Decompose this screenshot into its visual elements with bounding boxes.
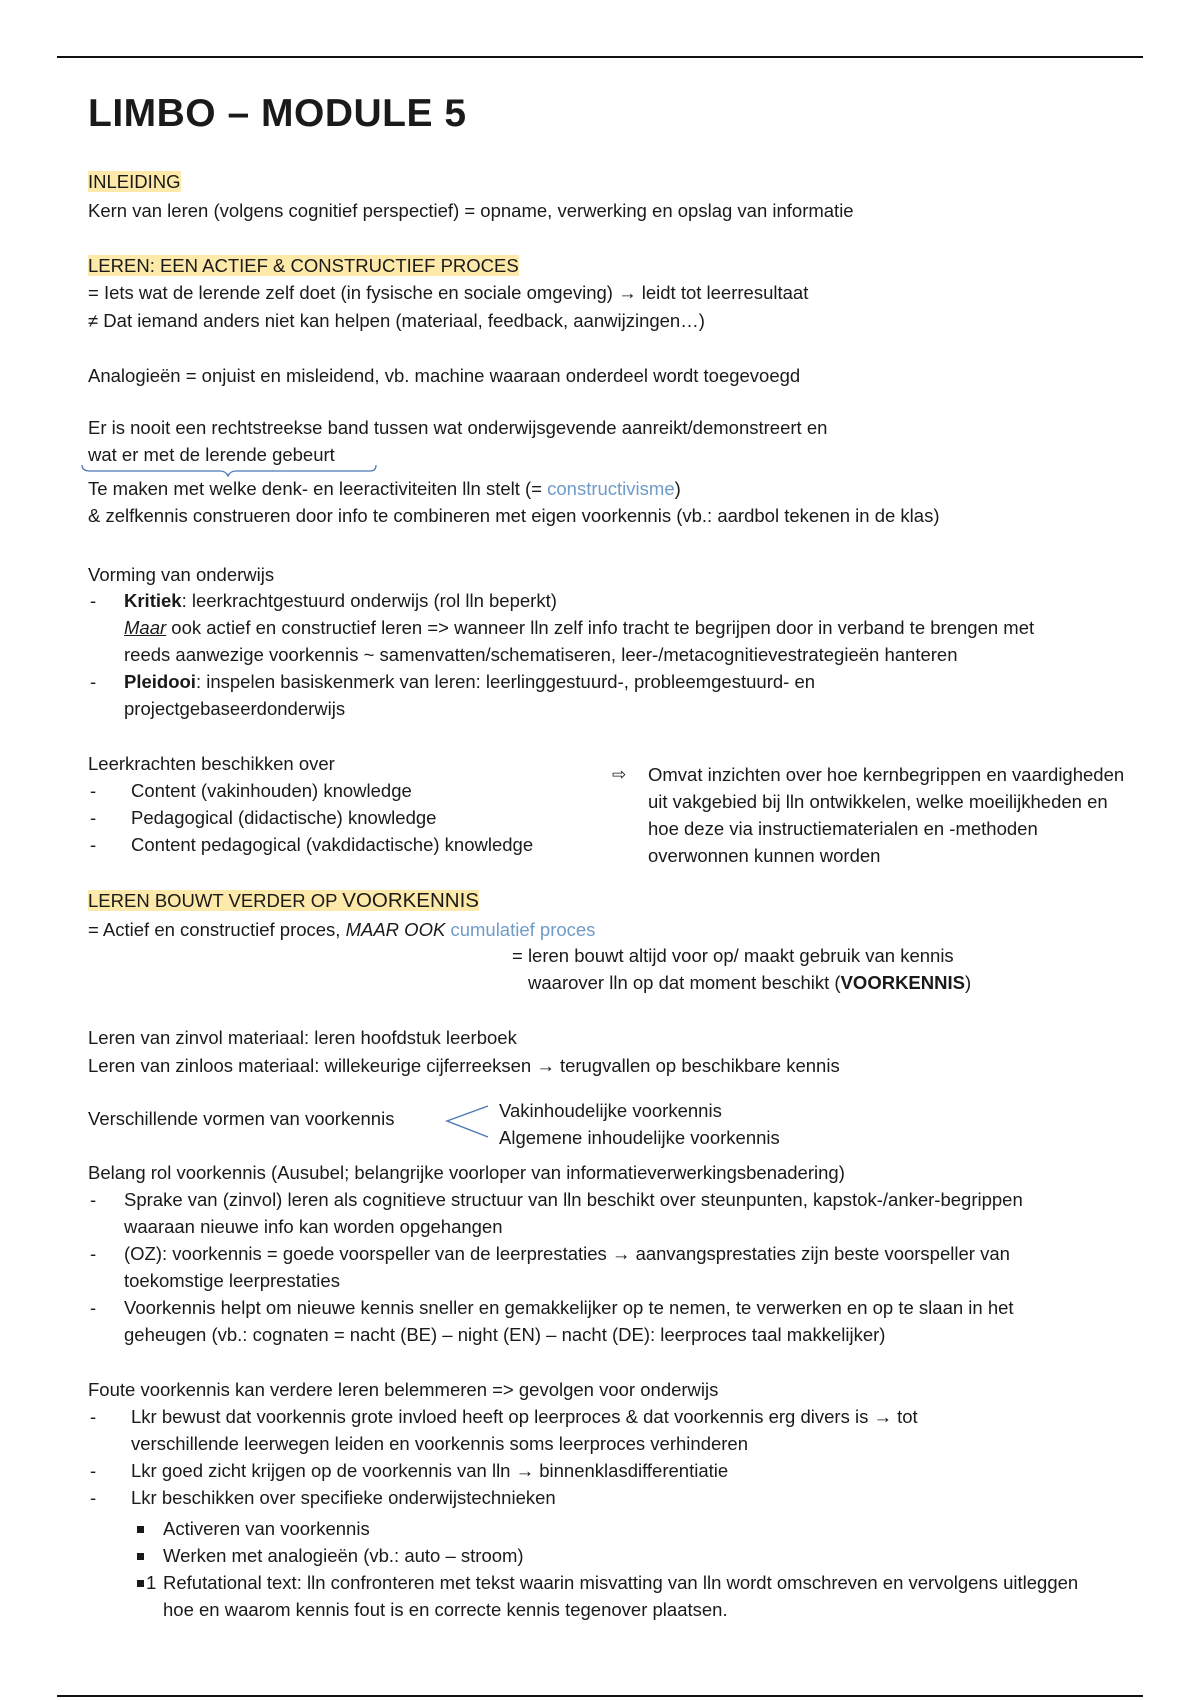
list-item: Pleidooi: inspelen basiskenmerk van leren: leerlinggestuurd-, probleemgestuurd- en xyxy=(124,671,816,692)
list-item-cont: Maar ook actief en constructief leren => wanneer lln zelf info tracht te begrijpen door in verband te brengen met xyxy=(124,617,1035,638)
footnote-marker: 1 xyxy=(146,1572,157,1593)
text-line: Belang rol voorkennis (Ausubel; belangrijke voorloper van informatieverwerkingsbenadering) xyxy=(88,1162,845,1183)
list-item: Lkr beschikken over specifieke onderwijstechnieken xyxy=(131,1487,556,1508)
bullet-dash: - xyxy=(90,1487,97,1508)
list-item-cont: waaraan nieuwe info kan worden opgehangen xyxy=(124,1216,503,1237)
underbrace-icon xyxy=(80,463,380,477)
list-item: Kritiek: leerkrachtgestuurd onderwijs (rol lln beperkt) xyxy=(124,590,557,611)
sub-list-item: Werken met analogieën (vb.: auto – stroom) xyxy=(163,1545,524,1566)
text-line: Foute voorkennis kan verdere leren belemmeren => gevolgen voor onderwijs xyxy=(88,1379,719,1400)
list-item-cont: toekomstige leerprestaties xyxy=(124,1270,340,1291)
text-line: Te maken met welke denk- en leeractiviteiten lln stelt (= constructivisme) xyxy=(88,478,681,499)
omvat-line: Omvat inzichten over hoe kernbegrippen en vaardigheden xyxy=(648,764,1125,785)
square-bullet-icon xyxy=(137,1580,144,1587)
square-bullet-icon xyxy=(137,1553,144,1560)
text-line: Leerkrachten beschikken over xyxy=(88,753,335,774)
list-item-cont: geheugen (vb.: cognaten = nacht (BE) – night (EN) – nacht (DE): leerproces taal makkelijker) xyxy=(124,1324,886,1345)
bullet-dash: - xyxy=(90,1243,97,1264)
omvat-line: overwonnen kunnen worden xyxy=(648,845,881,866)
bullet-dash: - xyxy=(90,590,97,611)
text-line: wat er met de lerende gebeurt xyxy=(88,444,335,465)
bullet-dash: - xyxy=(90,671,97,692)
square-bullet-icon xyxy=(137,1526,144,1533)
text-line: Leren van zinloos materiaal: willekeurige cijferreeksen → terugvallen op beschikbare kennis xyxy=(88,1055,840,1076)
text-line: Leren van zinvol materiaal: leren hoofdstuk leerboek xyxy=(88,1027,517,1048)
branch-lines-icon xyxy=(444,1103,494,1143)
list-item: Pedagogical (didactische) knowledge xyxy=(131,807,437,828)
constructivisme-term: constructivisme xyxy=(547,478,675,499)
list-item: Lkr goed zicht krijgen op de voorkennis van lln → binnenklasdifferentiatie xyxy=(131,1460,729,1481)
sub-list-item: Activeren van voorkennis xyxy=(163,1518,370,1539)
list-item: Sprake van (zinvol) leren als cognitieve structuur van lln beschikt over steunpunten, kapstok-/anker-begrippen xyxy=(124,1189,1023,1210)
text-line: = leren bouwt altijd voor op/ maakt gebruik van kennis xyxy=(512,945,954,966)
text-line: Kern van leren (volgens cognitief perspectief) = opname, verwerking en opslag van informatie xyxy=(88,200,854,221)
list-item: (OZ): voorkennis = goede voorspeller van de leerprestaties → aanvangsprestaties zijn beste voorspeller van xyxy=(124,1243,1010,1264)
list-item: Lkr bewust dat voorkennis grote invloed heeft op leerproces & dat voorkennis erg divers is → tot xyxy=(131,1406,918,1427)
list-item: Voorkennis helpt om nieuwe kennis sneller en gemakkelijker op te nemen, te verwerken en op te slaan in het xyxy=(124,1297,1014,1318)
bullet-dash: - xyxy=(90,807,97,828)
text-line: Er is nooit een rechtstreekse band tussen wat onderwijsgevende aanreikt/demonstreert en xyxy=(88,417,828,438)
text-line: ≠ Dat iemand anders niet kan helpen (materiaal, feedback, aanwijzingen…) xyxy=(88,310,705,331)
omvat-line: uit vakgebied bij lln ontwikkelen, welke moeilijkheden en xyxy=(648,791,1108,812)
arrow-icon: ⇨ xyxy=(612,765,627,784)
bullet-dash: - xyxy=(90,834,97,855)
list-item: Content pedagogical (vakdidactische) knowledge xyxy=(131,834,534,855)
text-line: waarover lln op dat moment beschikt (VOORKENNIS) xyxy=(528,972,972,993)
text-line: & zelfkennis construeren door info te combineren met eigen voorkennis (vb.: aardbol tekenen in de klas) xyxy=(88,505,940,526)
bottom-rule xyxy=(57,1695,1143,1697)
section-heading-actief: LEREN: EEN ACTIEF & CONSTRUCTIEF PROCES xyxy=(88,255,519,276)
cumulatief-term: cumulatief proces xyxy=(450,919,596,940)
list-item-cont: reeds aanwezige voorkennis ~ samenvatten/schematiseren, leer-/metacognitievestrategieën hanteren xyxy=(124,644,958,665)
bullet-dash: - xyxy=(90,1460,97,1481)
text-line: Vorming van onderwijs xyxy=(88,564,275,585)
top-rule xyxy=(57,56,1143,58)
sub-list-item: Refutational text: lln confronteren met tekst waarin misvatting van lln wordt omschreven en vervolgens uitleggen xyxy=(163,1572,1079,1593)
omvat-line: hoe deze via instructiematerialen en -methoden xyxy=(648,818,1038,839)
list-item: Algemene inhoudelijke voorkennis xyxy=(499,1127,780,1148)
bullet-dash: - xyxy=(90,1189,97,1210)
section-heading-inleiding: INLEIDING xyxy=(88,171,181,192)
list-item: Vakinhoudelijke voorkennis xyxy=(499,1100,722,1121)
sub-list-item-cont: hoe en waarom kennis fout is en correcte kennis tegenover plaatsen. xyxy=(163,1599,728,1620)
bullet-dash: - xyxy=(90,780,97,801)
list-item: Content (vakinhouden) knowledge xyxy=(131,780,412,801)
text-line: = Actief en constructief proces, MAAR OOK cumulatief proces xyxy=(88,919,596,940)
list-item-cont: verschillende leerwegen leiden en voorkennis soms leerproces verhinderen xyxy=(131,1433,749,1454)
text-line: Verschillende vormen van voorkennis xyxy=(88,1108,395,1129)
bullet-dash: - xyxy=(90,1406,97,1427)
text-line: = Iets wat de lerende zelf doet (in fysische en sociale omgeving) → leidt tot leerresultaat xyxy=(88,282,809,303)
bullet-dash: - xyxy=(90,1297,97,1318)
page-title: LIMBO – MODULE 5 xyxy=(88,92,467,135)
section-heading-voorkennis: LEREN BOUWT VERDER OP VOORKENNIS xyxy=(88,889,479,912)
list-item-cont: projectgebaseerdonderwijs xyxy=(124,698,346,719)
text-line: Analogieën = onjuist en misleidend, vb. machine waaraan onderdeel wordt toegevoegd xyxy=(88,365,801,386)
